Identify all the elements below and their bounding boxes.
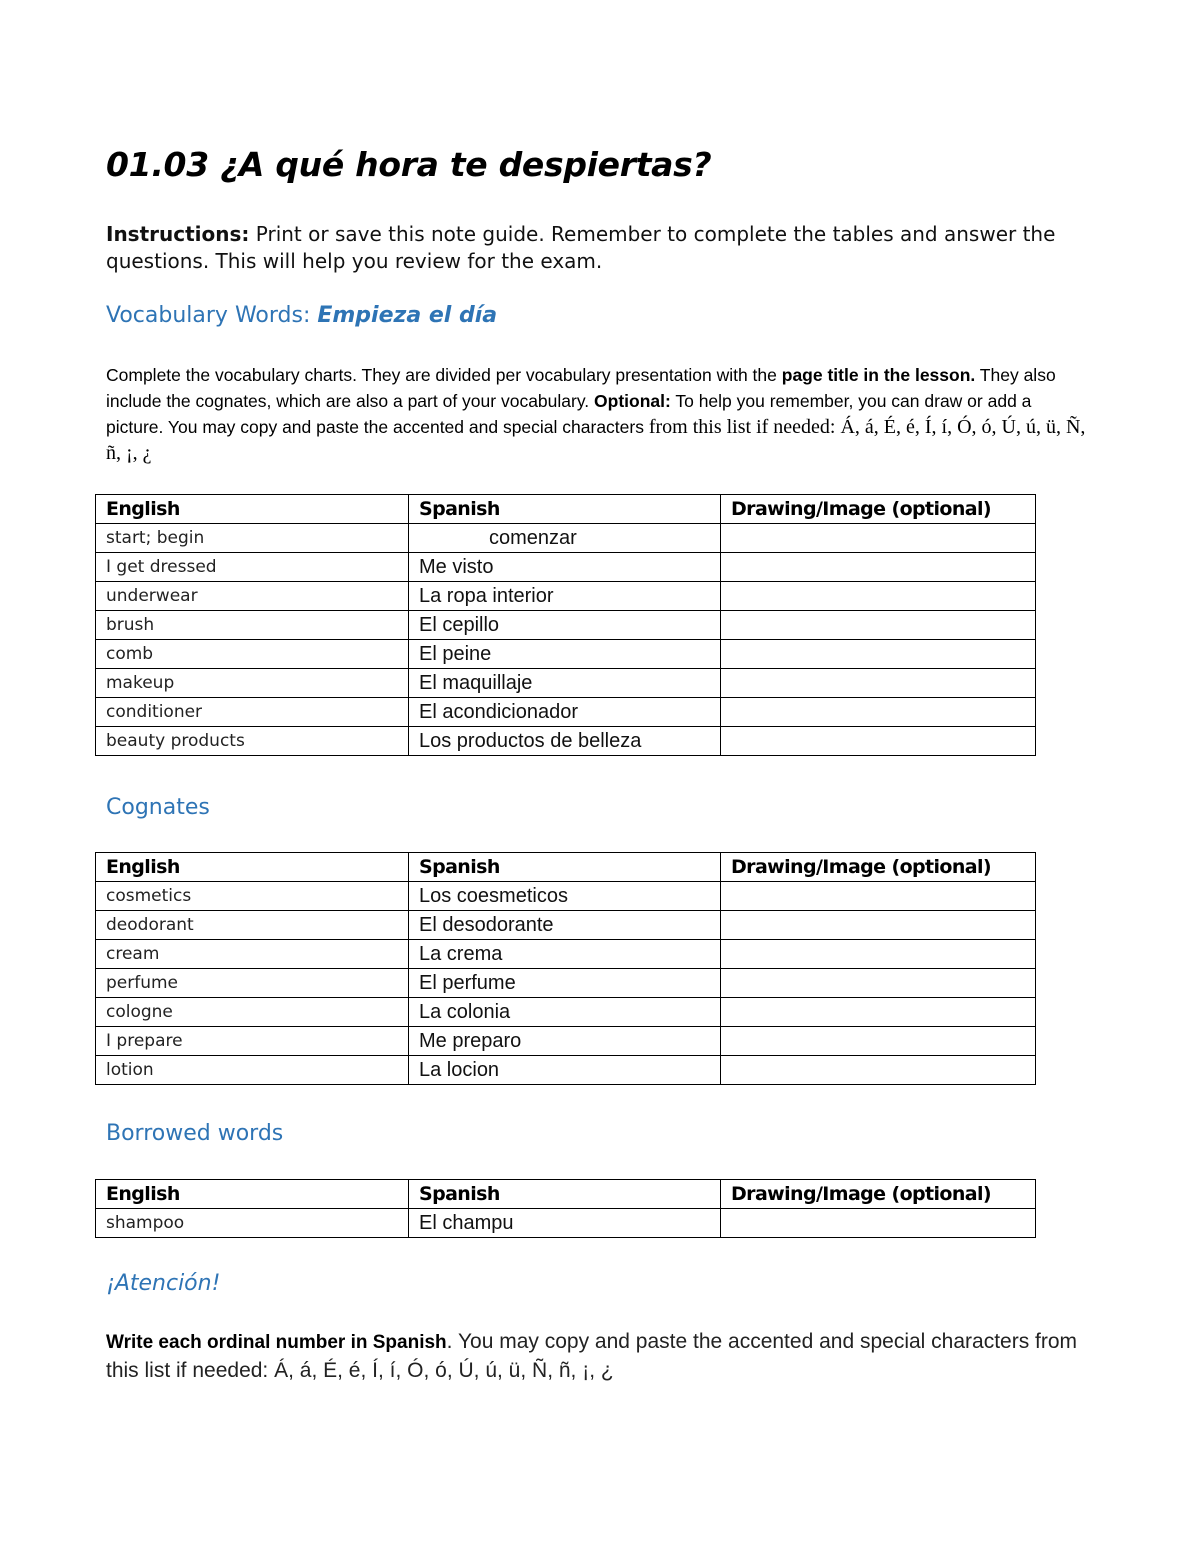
english-cell: brush xyxy=(96,611,409,640)
table-row xyxy=(96,882,1036,911)
english-cell: beauty products xyxy=(96,727,409,756)
english-cell: lotion xyxy=(96,1056,409,1085)
header-spanish: Spanish xyxy=(409,853,721,882)
intro-part1: Complete the vocabulary charts. They are divided per vocabulary presentation with the xyxy=(106,365,782,385)
table-row xyxy=(96,698,1036,727)
spanish-cell[interactable]: Los productos de belleza xyxy=(409,727,721,756)
english-cell: perfume xyxy=(96,969,409,998)
spanish-cell[interactable]: El peine xyxy=(409,640,721,669)
table-row xyxy=(96,524,1036,553)
header-drawing: Drawing/Image (optional) xyxy=(721,853,1036,882)
spanish-cell[interactable]: La crema xyxy=(409,940,721,969)
spanish-cell[interactable]: El cepillo xyxy=(409,611,721,640)
intro-part3: To help you remember, you can draw or add a picture. You may copy and paste the accented and special characters xyxy=(106,391,1032,437)
drawing-cell[interactable] xyxy=(721,524,1036,553)
english-cell: I prepare xyxy=(96,1027,409,1056)
english-cell: deodorant xyxy=(96,911,409,940)
spanish-cell[interactable]: El acondicionador xyxy=(409,698,721,727)
english-cell: shampoo xyxy=(96,1209,409,1238)
english-cell: conditioner xyxy=(96,698,409,727)
drawing-cell[interactable] xyxy=(721,669,1036,698)
vocabulary-heading-emphasis: Empieza el día xyxy=(317,303,498,328)
table-row xyxy=(96,553,1036,582)
drawing-cell[interactable] xyxy=(721,969,1036,998)
table-row xyxy=(96,940,1036,969)
header-drawing: Drawing/Image (optional) xyxy=(721,1180,1036,1209)
spanish-cell[interactable]: El desodorante xyxy=(409,911,721,940)
spanish-cell[interactable]: Me preparo xyxy=(409,1027,721,1056)
english-cell: cream xyxy=(96,940,409,969)
spanish-cell[interactable]: El champu xyxy=(409,1209,721,1238)
intro-bold2: Optional: xyxy=(594,391,671,411)
header-english: English xyxy=(96,853,409,882)
table-row xyxy=(96,611,1036,640)
vocabulary-heading-prefix: Vocabulary Words: xyxy=(106,303,318,328)
vocabulary-heading xyxy=(106,303,497,328)
vocabulary-table xyxy=(95,494,1036,756)
drawing-cell[interactable] xyxy=(721,1027,1036,1056)
header-spanish: Spanish xyxy=(409,1180,721,1209)
english-cell: cosmetics xyxy=(96,882,409,911)
cognates-heading: Cognates xyxy=(106,795,210,820)
cognates-table-header xyxy=(96,853,1036,882)
vocabulary-table-header xyxy=(96,495,1036,524)
drawing-cell[interactable] xyxy=(721,998,1036,1027)
intro-bold1: page title in the lesson. xyxy=(781,365,976,385)
drawing-cell[interactable] xyxy=(721,1056,1036,1085)
spanish-cell[interactable]: comenzar xyxy=(409,524,721,553)
english-cell: makeup xyxy=(96,669,409,698)
instructions-text: Print or save this note guide. Remember to complete the tables and answer the questions. This will help you review for the exam. xyxy=(106,222,1056,273)
ordinal-instructions-bold: Write each ordinal number in Spanish xyxy=(106,1332,447,1353)
header-drawing: Drawing/Image (optional) xyxy=(721,495,1036,524)
table-row xyxy=(96,911,1036,940)
intro-part2: They also include the cognates, which are also a part of your vocabulary. xyxy=(106,365,1056,411)
instructions-paragraph xyxy=(106,221,1096,275)
table-row xyxy=(96,669,1036,698)
english-cell: start; begin xyxy=(96,524,409,553)
page-title: 01.03 ¿A qué hora te despiertas? xyxy=(106,145,712,184)
spanish-cell[interactable]: El maquillaje xyxy=(409,669,721,698)
table-row xyxy=(96,727,1036,756)
header-english: English xyxy=(96,1180,409,1209)
cognates-table xyxy=(95,852,1036,1085)
table-row xyxy=(96,998,1036,1027)
table-row xyxy=(96,969,1036,998)
borrowed-words-table xyxy=(95,1179,1036,1238)
drawing-cell[interactable] xyxy=(721,882,1036,911)
drawing-cell[interactable] xyxy=(721,553,1036,582)
table-row xyxy=(96,582,1036,611)
drawing-cell[interactable] xyxy=(721,1209,1036,1238)
spanish-cell[interactable]: La ropa interior xyxy=(409,582,721,611)
table-row xyxy=(96,1056,1036,1085)
english-cell: comb xyxy=(96,640,409,669)
english-cell: underwear xyxy=(96,582,409,611)
atencion-heading: ¡Atención! xyxy=(106,1271,221,1296)
english-cell: I get dressed xyxy=(96,553,409,582)
spanish-cell[interactable]: Me visto xyxy=(409,553,721,582)
ordinal-instructions-text: . You may copy and paste the accented and special characters from this list if needed: Á, á, É, é, Í, í, Ó, ó, Ú, ú, ü, Ñ, ñ, ¡, ¿ xyxy=(106,1330,1078,1382)
drawing-cell[interactable] xyxy=(721,911,1036,940)
spanish-cell[interactable]: La locion xyxy=(409,1056,721,1085)
spanish-cell[interactable]: Los coesmeticos xyxy=(409,882,721,911)
instructions-label: Instructions: xyxy=(106,222,250,246)
drawing-cell[interactable] xyxy=(721,940,1036,969)
vocabulary-intro xyxy=(106,362,1091,466)
table-row xyxy=(96,640,1036,669)
drawing-cell[interactable] xyxy=(721,727,1036,756)
drawing-cell[interactable] xyxy=(721,698,1036,727)
spanish-cell[interactable]: La colonia xyxy=(409,998,721,1027)
drawing-cell[interactable] xyxy=(721,640,1036,669)
english-cell: cologne xyxy=(96,998,409,1027)
spanish-cell[interactable]: El perfume xyxy=(409,969,721,998)
borrowed-words-heading: Borrowed words xyxy=(106,1121,284,1146)
intro-character-list: from this list if needed: Á, á, É, é, Í, í, Ó, ó, Ú, ú, ü, Ñ, ñ, ¡, ¿ xyxy=(106,416,1086,464)
header-spanish: Spanish xyxy=(409,495,721,524)
ordinal-instructions xyxy=(106,1328,1096,1385)
header-english: English xyxy=(96,495,409,524)
table-row xyxy=(96,1027,1036,1056)
drawing-cell[interactable] xyxy=(721,611,1036,640)
drawing-cell[interactable] xyxy=(721,582,1036,611)
table-row xyxy=(96,1209,1036,1238)
borrowed-table-header xyxy=(96,1180,1036,1209)
